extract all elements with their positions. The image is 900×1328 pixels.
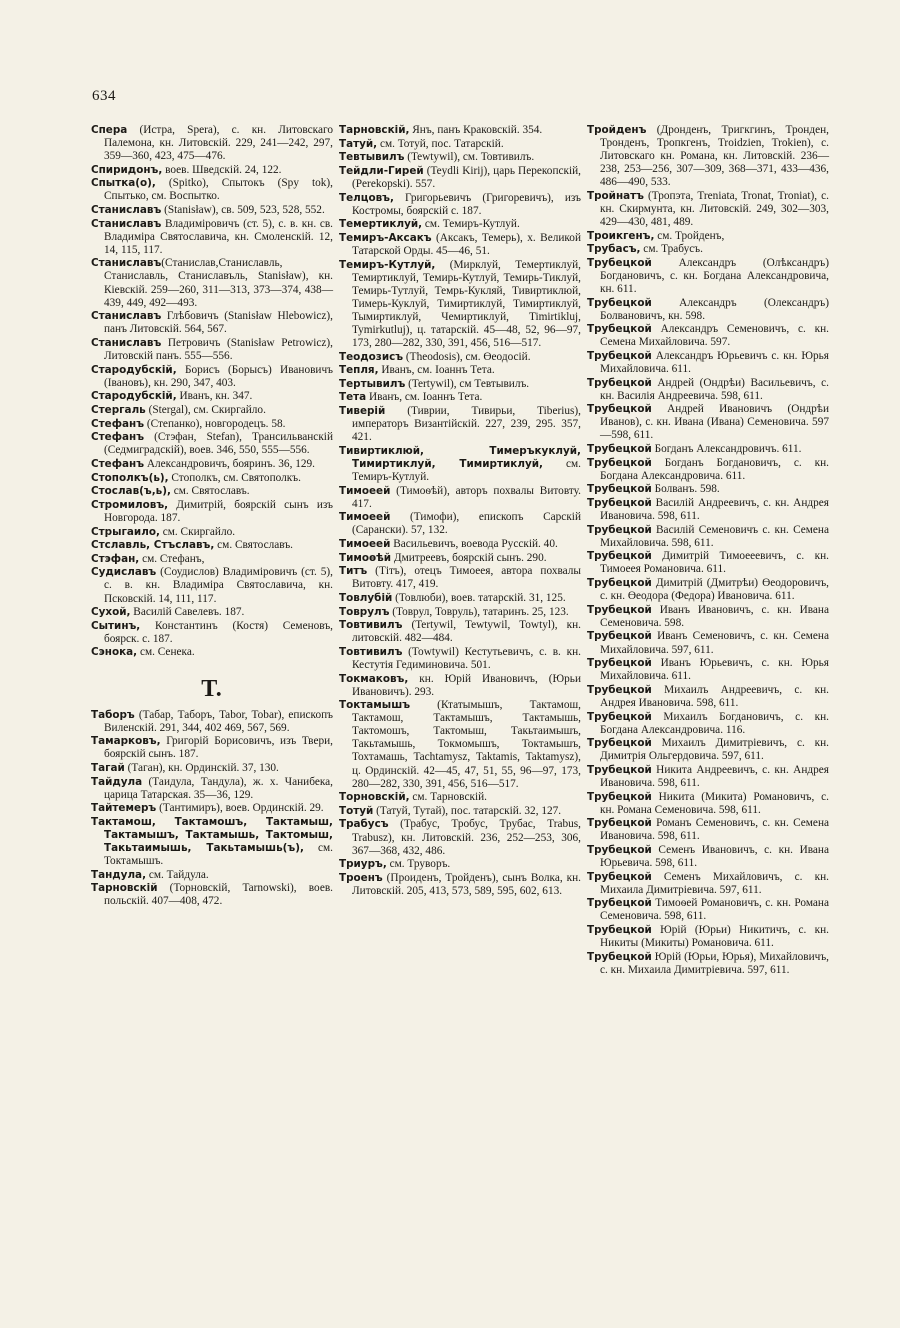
index-entry [339, 565, 581, 591]
entry-text: см. Темиръ-Кутлуй. [352, 457, 581, 483]
entry-headword: Стергаль [91, 403, 146, 416]
index-entry [339, 673, 581, 699]
entry-text: см. Тайдула. [146, 868, 209, 881]
entry-text: (Дронденъ, Тригкгинъ, Тронден, Тронденъ, Тропкгенъ, Troidzien, Trokien), с. Литовскаго кн. Романа, кн. Литовскій. 236—238, 253—256, 307—309, 368—371, 433—436, 486—490, 533. [600, 124, 829, 189]
entry-headword: Трубецкой [587, 950, 652, 963]
index-entry [587, 524, 829, 550]
entry-text: Никита (Микита) Романовичъ, с. кн. Романа Семеновича. 598, 611. [600, 790, 829, 816]
index-entry [339, 391, 581, 404]
index-entry [587, 230, 829, 243]
entry-text: (Tertywil, Tewtywil, Towtyl), кн. литовскій. 482—484. [352, 619, 581, 645]
index-entry [587, 297, 829, 323]
index-entry [91, 124, 333, 163]
entry-headword: Станиславъ [91, 204, 162, 217]
entry-headword: Темиръ-Кутлуй, [339, 258, 436, 271]
entry-headword: Трабусъ [339, 818, 389, 831]
entry-text: (Ктатымышъ, Тактамош, Тактамош, Тактамышъ, Тактамышь, Тактомошъ, Тактомыш, Такьтаимышъ, Такьтамышь, Токмомышъ, Токтамышъ, Тохтамашь, Tachtamysz, Taktamis, Taktamysz), ц. Ординскій. 42—45, 47, 51, 55, 96—97, 173, 280—282, 330, 391, 456, 516—517. [352, 699, 581, 790]
entry-headword: Стополкъ(ь), [91, 471, 169, 484]
entry-text: (Towtywil) Кестутьевичъ, с. в. кн. Кестутія Гедиминовича. 501. [352, 645, 581, 671]
entry-text: см. Трабусъ. [640, 243, 703, 256]
index-entry [587, 483, 829, 496]
entry-headword: Тамарковъ, [91, 735, 161, 748]
index-entry [91, 646, 333, 659]
entry-text: (Татуй, Тутай), пос. татарскій. 32, 127. [373, 804, 562, 817]
entry-headword: Товрулъ [339, 605, 390, 618]
entry-headword: Титъ [339, 565, 368, 578]
entry-headword: Товлубій [339, 591, 393, 604]
index-entry [339, 378, 581, 391]
index-entry [91, 485, 333, 498]
index-entry [91, 539, 333, 552]
index-entry [91, 472, 333, 485]
entry-text: см. Святославъ. [170, 485, 250, 498]
entry-text: см. Труворъ. [386, 858, 451, 871]
entry-headword: Трубецкой [587, 296, 652, 309]
entry-headword: Трубецкой [587, 737, 652, 750]
entry-text: (Проиденъ, Тройденъ), сынъ Волка, кн. Литовскій. 205, 413, 573, 589, 595, 602, 613. [352, 871, 581, 897]
index-entry [91, 499, 333, 525]
entry-text: (Spitko), Спытокъ (Spy tok), Спытько, см. Воспытко. [104, 177, 333, 203]
entry-text: см. Сенека. [137, 646, 195, 659]
entry-headword: Тиверій [339, 405, 386, 418]
entry-headword: Спиридонъ, [91, 163, 163, 176]
index-entry [91, 709, 333, 735]
index-entry [91, 431, 333, 457]
entry-headword: Тройнатъ [587, 189, 644, 202]
index-entry [91, 458, 333, 471]
entry-headword: Тимоеей [339, 537, 391, 550]
entry-text: Михаилъ Андреевичъ, с. кн. Андрея Ивановича. 598, 611. [600, 683, 829, 709]
entry-text: Владиміровичъ (ст. 5), с. в. кн. св. Владиміра Святославича, кн. Смоленскій. 12, 14, 115, 117. [104, 217, 333, 256]
index-entry [91, 606, 333, 619]
entry-headword: Трубецкой [587, 376, 652, 389]
entry-headword: Тройденъ [587, 124, 647, 136]
index-entry [339, 511, 581, 537]
index-entry [339, 232, 581, 258]
entry-headword: Тертывилъ [339, 377, 406, 390]
entry-headword: Трубецкой [587, 456, 652, 469]
index-entry [587, 457, 829, 483]
index-entry [587, 577, 829, 603]
entry-text: Александръ Юрьевичъ с. кн. Юрья Михайловича. 611. [600, 349, 829, 375]
entry-headword: Сухой, [91, 606, 131, 619]
entry-headword: Трубецкой [587, 483, 652, 496]
entry-text: (Станислав,Станиславль, Станиславль, Станиславъль, Stanisław), кн. Кіевскій. 259—260, 311—313, 373—374, 438—439, 449, 492—493. [104, 257, 333, 309]
entry-text: Тимоѳей Романовичъ, с. кн. Романа Семеновича. 598, 611. [600, 897, 829, 923]
entry-text: (Истра, Spera), с. кн. Литовскаго Палемона, кн. Литовскій. 229, 241—242, 297, 359—360, 423, 475—476. [104, 124, 333, 163]
index-entry [339, 538, 581, 551]
index-entry [91, 218, 333, 257]
index-entry [91, 776, 333, 802]
entry-headword: Тайтемеръ [91, 802, 157, 815]
entry-text: Григорьевичъ (Григоревичъ), изъ Костромы, боярскій с. 187. [352, 191, 581, 217]
entry-headword: Токтамышъ [339, 699, 411, 712]
entry-headword: Сытинъ, [91, 619, 141, 632]
entry-text: Андрей Ивановичъ (Ондрѣи Иванов), с. кн. Ивана (Ивана) Семеновича. 597—598, 611. [600, 403, 829, 442]
entry-text: (Тітъ), отецъ Тимоеея, автора похвалы Витовту. 417, 419. [352, 565, 581, 591]
entry-headword: Татуй, [339, 137, 378, 150]
entry-headword: Трубецкой [587, 497, 652, 510]
entry-text: (Мирклуй, Темертиклуй, Темиртиклуй, Темирь-Кутлуй, Темирь-Тиклуй, Темирь-Тутлуй, Темрь-Кукляй, Тивиртиклюй, Тимерь-Куклуй, Тимиртиклуй, Тимиртиклуй, Тымиртиклуй, Чемиртиклуй, Timirtikluj, Tymirkutluj), ц. татарскій. 45—48, 52, 96—97, 173, 280—282, 330, 391, 456, 516—517. [352, 258, 581, 349]
entry-text: Юрій (Юрьи, Юрья), Михайловичъ, с. кн. Михаила Димитріевича. 597, 611. [600, 950, 829, 976]
index-entry [339, 818, 581, 857]
entry-headword: Товтивилъ [339, 619, 403, 632]
index-entry [91, 257, 333, 309]
index-entry [587, 243, 829, 256]
entry-text: Димитрій Тимоееевичъ, с. кн. Тимоеея Романовича. 611. [600, 550, 829, 576]
entry-headword: Тарновскій, [339, 124, 410, 136]
entry-headword: Тепля, [339, 364, 379, 377]
entry-text: Василій Андреевичъ, с. кн. Андрея Ивановича. 598, 611. [600, 497, 829, 523]
entry-headword: Спера [91, 124, 128, 136]
entry-headword: Станиславъ [91, 310, 162, 323]
entry-headword: Тимоеей [339, 484, 391, 497]
entry-text: (Тимофи), епископъ Сарскій (Сарански). 57, 132. [352, 511, 581, 537]
entry-headword: Трубецкой [587, 603, 652, 616]
entry-headword: Телцовъ, [339, 191, 394, 204]
entry-text: см. Тройденъ, [654, 229, 725, 242]
entry-text: см. Токтамышъ. [104, 841, 333, 868]
column-1 [91, 124, 333, 977]
entry-headword: Тейдли-Гирей [339, 164, 424, 177]
entry-text: Иванъ, кн. 347. [176, 390, 253, 403]
entry-headword: Трубецкой [587, 790, 652, 803]
index-entry [587, 323, 829, 349]
entry-text: см. Тотуй, пос. Татарскій. [377, 137, 504, 150]
index-entry [91, 620, 333, 646]
index-entry [91, 177, 333, 203]
index-entry [587, 350, 829, 376]
entry-headword: Троикгенъ, [587, 229, 655, 242]
entry-headword: Станиславъ [91, 217, 162, 230]
entry-headword: Трубецкой [587, 577, 652, 590]
entry-text: (Тимоѳѣй), авторъ похвалы Витовту. 417. [352, 484, 581, 510]
entry-text: см. Скиргайло. [159, 525, 236, 538]
index-entry [91, 802, 333, 815]
entry-headword: Тайдула [91, 775, 143, 788]
index-entry [587, 604, 829, 630]
entry-headword: Стрыгаило, [91, 525, 160, 538]
entry-text: воев. Шведскій. 24, 122. [162, 163, 282, 176]
index-entry [339, 259, 581, 350]
index-entry [587, 657, 829, 683]
index-entry [587, 951, 829, 977]
index-entry [339, 619, 581, 645]
entry-text: см. Тарновскій. [409, 791, 487, 804]
entry-text: Иванъ Ивановичъ, с. кн. Ивана Семеновича. 598. [600, 603, 829, 629]
index-entry [587, 817, 829, 843]
entry-text: Семенъ Ивановичъ, с. кн. Ивана Юрьевича. 598, 611. [600, 843, 829, 870]
entry-text: Иванъ, см. Іоаннъ Тета. [366, 391, 483, 404]
entry-headword: Стефанъ [91, 457, 145, 470]
entry-text: (Трабус, Тробус, Трубас, Trabus, Trabusz), кн. Литовскій. 236, 252—253, 306, 367—368, 432, 486. [352, 818, 581, 857]
entry-headword: Тета [339, 391, 367, 404]
entry-text: см. Темиръ-Кутлуй. [422, 218, 520, 231]
index-entry [339, 791, 581, 804]
entry-headword: Тагай [91, 761, 125, 774]
entry-headword: Тарновскій [91, 882, 158, 895]
index-entry [587, 124, 829, 189]
index-entry [339, 858, 581, 871]
entry-text: (Стэфан, Stefan), Трансильванскій (Седмиградскій), воев. 346, 550, 555—556. [104, 431, 333, 457]
entry-headword: Судиславъ [91, 566, 157, 579]
entry-text: Андрей (Ондрѣи) Васильевичъ, с. кн. Василія Андреевича. 598, 611. [600, 376, 829, 402]
entry-headword: Тотуй [339, 804, 374, 817]
entry-text: (Theodosis), см. Өеодосій. [403, 350, 531, 363]
index-entry [587, 550, 829, 576]
index-entry [339, 872, 581, 898]
index-entry [339, 192, 581, 218]
index-entry [587, 403, 829, 442]
entry-headword: Стародубскій, [91, 390, 177, 403]
index-entry [339, 805, 581, 818]
index-entry [339, 405, 581, 444]
entry-headword: Троенъ [339, 871, 383, 884]
entry-text: Глѣбовичъ (Stanisław Hlebowicz), панъ Литовскій. 564, 567. [104, 310, 333, 336]
index-entry [339, 445, 581, 484]
entry-text: Василій Савелевъ. 187. [130, 606, 245, 619]
entry-text: Василій Семеновичъ с. кн. Семена Михайловича. 598, 611. [600, 523, 829, 549]
entry-headword: Станиславъ [91, 257, 162, 270]
entry-headword: Товтивилъ [339, 645, 403, 658]
entry-text: (Тропэта, Treniata, Tronat, Troniat), с. кн. Скирмунта, кн. Литовскій. 249, 302—303, 429—430, 481, 489. [600, 189, 829, 228]
index-entry [91, 526, 333, 539]
index-entry [91, 204, 333, 217]
entry-text: Юрій (Юрьи) Никитичъ, с. кн. Никиты (Микиты) Романовича. 611. [600, 924, 829, 950]
index-entry [91, 762, 333, 775]
index-entry [587, 497, 829, 523]
entry-headword: Трубецкой [587, 897, 652, 910]
entry-text: Александръ Семеновичъ, с. кн. Семена Михайловича. 597. [600, 323, 829, 349]
entry-headword: Трубецкой [587, 323, 652, 336]
index-entry [91, 364, 333, 390]
entry-text: Васильевичъ, воевода Русскій. 40. [390, 537, 558, 550]
index-entry [91, 164, 333, 177]
entry-headword: Трубецкой [587, 924, 652, 937]
index-entry [91, 869, 333, 882]
entry-headword: Триуръ, [339, 858, 387, 871]
entry-text: (Торновскій, Tarnowski), воев. польскій. 407—408, 472. [104, 882, 333, 908]
index-entry [339, 552, 581, 565]
entry-headword: Стефанъ [91, 431, 145, 444]
entry-text: Константинъ (Костя) Семеновъ, боярск. с. 187. [104, 619, 333, 645]
index-entry [587, 630, 829, 656]
entry-text: Александръ (Олѣксандръ) Богдановичъ, с. кн. Богдана Александровича, кн. 611. [600, 256, 829, 295]
index-entry [587, 190, 829, 229]
index-entry [339, 699, 581, 790]
entry-headword: Теодозисъ [339, 350, 404, 363]
index-entry [339, 151, 581, 164]
entry-text: Димитрій (Дмитрѣи) Өеодоровичъ, с. кн. Өеодора (Федора) Ивановича. 611. [600, 577, 829, 603]
entry-text: (Tewtywil), см. Товтивилъ. [404, 151, 535, 164]
entry-headword: Трубецкой [587, 550, 652, 563]
index-entry [587, 791, 829, 817]
entry-text: Болванъ. 598. [651, 483, 720, 496]
entry-text: Михаилъ Богдановичъ, с. кн. Богдана Александровича. 116. [600, 710, 829, 736]
entry-text: Иванъ Юрьевичъ, с. кн. Юрья Михайловича. 611. [600, 657, 829, 683]
entry-headword: Таборъ [91, 708, 135, 721]
entry-headword: Спытка(о), [91, 177, 156, 190]
entry-text: Иванъ, см. Іоаннъ Тета. [378, 364, 495, 377]
index-entry [587, 737, 829, 763]
entry-headword: Трубецкой [587, 657, 652, 670]
index-entry [587, 764, 829, 790]
entry-text: кн. Юрій Ивановичъ, (Юрьи Ивановичъ). 293. [352, 672, 581, 698]
index-entry [339, 646, 581, 672]
entry-headword: Трубецкой [587, 443, 652, 456]
entry-headword: Стародубскій, [91, 363, 177, 376]
index-columns [91, 124, 831, 977]
column-3 [587, 124, 829, 977]
page-number: 634 [92, 88, 116, 104]
entry-headword: Тактамош, Тактамошъ, Тактамыш, Тактамышъ, Тактамышь, Тактомыш, Такьтаимышь, Такьтамышь(ъ), [91, 815, 333, 854]
entry-text: Янъ, панъ Краковскій. 354. [409, 124, 543, 136]
section-letter-heading: Т. [201, 675, 223, 702]
entry-headword: Трубецкой [587, 710, 652, 723]
entry-headword: Станиславъ [91, 336, 162, 349]
entry-text: (Тиврии, Тивирьи, Tiberius), императоръ Византійскій. 227, 239, 295. 357, 421. [352, 405, 581, 444]
entry-headword: Трубасъ, [587, 243, 641, 256]
index-entry [587, 684, 829, 710]
entry-headword: Тивиртиклюй, Тимеръкуклуй, Тимиртиклуй, Тимиртиклуй, [339, 444, 581, 470]
entry-text: (Teydli Kirij), царь Перекопскій, (Perekopski). 557. [352, 164, 581, 190]
entry-headword: Стэфан, [91, 552, 140, 565]
index-entry [91, 337, 333, 363]
entry-headword: Стромиловъ, [91, 498, 169, 511]
entry-text: см. Стефанъ, [139, 552, 205, 565]
entry-text: (Товрул, Товруль), татаринъ. 25, 123. [389, 605, 569, 618]
entry-text: Димитрій, боярскій сынъ изъ Новгорода. 187. [104, 498, 333, 524]
index-entry [91, 816, 333, 868]
index-entry [91, 566, 333, 605]
entry-headword: Сэнока, [91, 646, 138, 659]
entry-headword: Тимоеей [339, 511, 391, 524]
index-entry [339, 138, 581, 151]
entry-text: Иванъ Семеновичъ, с. кн. Семена Михайловича. 597, 611. [600, 630, 829, 656]
entry-text: Никита Андреевичъ, с. кн. Андрея Ивановича. 598, 611. [600, 763, 829, 789]
entry-text: Богданъ Богдановичъ, с. кн. Богдана Александровича. 611. [600, 456, 829, 482]
index-entry [339, 592, 581, 605]
entry-text: (Stergal), см. Скиргайло. [145, 403, 266, 416]
index-entry [339, 165, 581, 191]
entry-text: (Товлюби), воев. татарскій. 31, 125. [392, 591, 566, 604]
entry-headword: Стефанъ [91, 417, 145, 430]
index-entry [587, 924, 829, 950]
index-entry [587, 711, 829, 737]
entry-headword: Тандула, [91, 868, 147, 881]
entry-headword: Трубецкой [587, 870, 652, 883]
entry-headword: Стослав(ъ,ь), [91, 485, 171, 498]
index-entry [587, 443, 829, 456]
index-entry [339, 124, 581, 137]
column-2 [339, 124, 581, 977]
entry-text: Петровичъ (Stanisław Petrowicz), Литовскій панъ. 555—556. [104, 336, 333, 362]
index-entry [587, 897, 829, 923]
entry-headword: Торновскій, [339, 791, 410, 804]
entry-headword: Трубецкой [587, 843, 652, 856]
entry-headword: Тевтывилъ [339, 151, 405, 164]
entry-headword: Трубецкой [587, 523, 652, 536]
entry-text: (Tertywil), см Тевтывилъ. [405, 377, 530, 390]
entry-text: (Stanisław), св. 509, 523, 528, 552. [161, 204, 325, 217]
entry-text: (Соудислов) Владиміровичъ (ст. 5), с. в. кн. Владиміра Святославича, кн. Псковскій. 14, 111, 117. [104, 566, 333, 605]
index-entry [91, 553, 333, 566]
index-entry [587, 257, 829, 296]
entry-text: Дмитреевъ, боярскій сынъ. 290. [391, 551, 547, 564]
entry-text: Семенъ Михайловичъ, с. кн. Михаила Димитріевича. 597, 611. [600, 870, 829, 896]
entry-headword: Тимоѳѣй [339, 551, 392, 564]
index-entry [91, 418, 333, 431]
index-entry [91, 390, 333, 403]
index-entry [587, 871, 829, 897]
index-entry [339, 606, 581, 619]
entry-headword: Стславль, Стъславъ, [91, 539, 215, 552]
entry-text: Михаилъ Димитріевичъ, с. кн. Димитрія Ольгердовича. 597, 611. [600, 737, 829, 763]
entry-headword: Токмаковъ, [339, 672, 409, 685]
entry-text: Александръ (Олександръ) Болвановичъ, кн. 598. [600, 296, 829, 322]
index-entry [91, 404, 333, 417]
entry-text: Стополкъ, см. Святополкъ. [168, 471, 301, 484]
entry-text: Богданъ Александровичъ. 611. [651, 443, 802, 456]
entry-headword: Темиръ-Аксакъ [339, 231, 432, 244]
entry-headword: Трубецкой [587, 763, 652, 776]
entry-text: (Таидула, Тандула), ж. х. Чанибека, царица Татарская. 35—36, 129. [104, 775, 333, 801]
index-entry [587, 844, 829, 870]
entry-headword: Трубецкой [587, 630, 652, 643]
entry-text: см. Святославъ. [214, 539, 293, 552]
entry-headword: Трубецкой [587, 817, 652, 830]
entry-text: (Табар, Таборъ, Tabor, Tobar), епископъ Виленскій. 291, 344, 402 469, 567, 569. [104, 708, 333, 734]
entry-headword: Трубецкой [587, 683, 652, 696]
index-entry [339, 351, 581, 364]
entry-headword: Трубецкой [587, 403, 652, 416]
entry-text: Григорій Борисовичъ, изъ Твери, боярскій сынъ. 187. [104, 735, 333, 761]
index-entry [587, 377, 829, 403]
entry-headword: Трубецкой [587, 256, 652, 269]
entry-text: (Степанко), новгородецъ. 58. [144, 417, 286, 430]
entry-text: Борисъ (Борысъ) Ивановичъ (Івановъ), кн. 290, 347, 403. [104, 363, 333, 389]
index-entry [339, 218, 581, 231]
index-entry [339, 485, 581, 511]
entry-headword: Трубецкой [587, 349, 652, 362]
index-entry [91, 882, 333, 908]
entry-text: (Тантимиръ), воев. Ординскій. 29. [156, 802, 324, 815]
entry-text: Романъ Семеновичъ, с. кн. Семена Ивановича. 598, 611. [600, 817, 829, 843]
index-entry [339, 364, 581, 377]
index-entry [91, 310, 333, 336]
entry-text: (Таган), кн. Ординскій. 37, 130. [124, 761, 279, 774]
entry-text: (Аксакъ, Темерь), х. Великой Татарской Орды. 45—46, 51. [352, 231, 581, 257]
index-entry [91, 735, 333, 761]
entry-headword: Темертиклуй, [339, 218, 423, 231]
entry-text: Александровичъ, бояринъ. 36, 129. [144, 457, 315, 470]
